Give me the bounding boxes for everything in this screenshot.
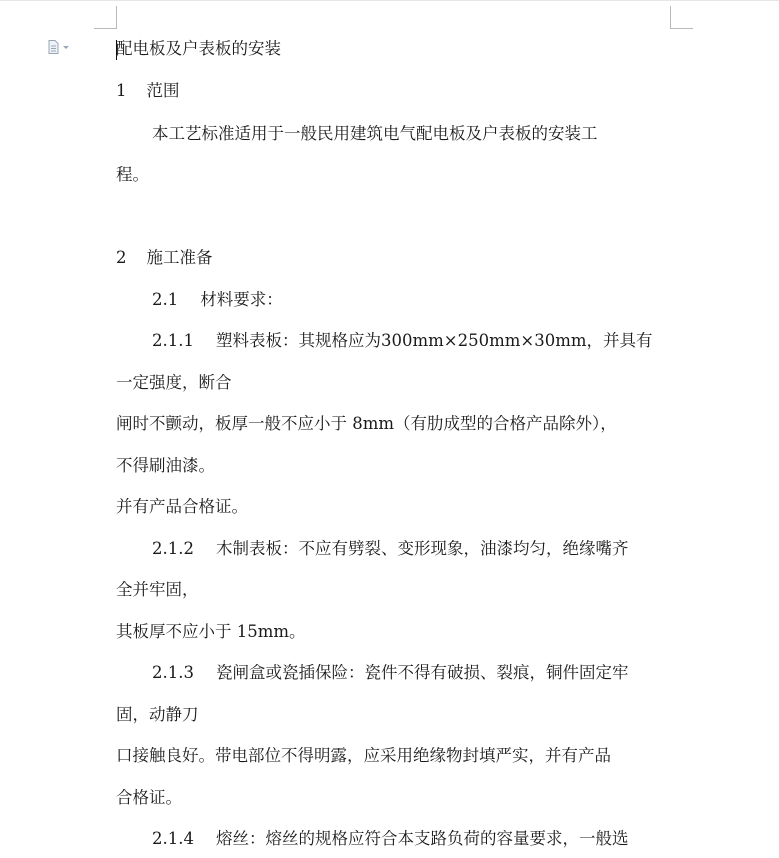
paragraph-line: 固，动静刀 xyxy=(116,705,199,724)
paragraph-line: 闸时不颤动，板厚一般不应小于 8mm（有肋成型的合格产品除外）， xyxy=(116,414,617,433)
margin-corner-top-right xyxy=(670,6,693,29)
section-number: 1 xyxy=(116,81,127,100)
section-1-heading xyxy=(116,81,180,101)
section-number: 2.1.1 xyxy=(152,331,194,350)
subsection-2-1-1-line xyxy=(152,331,653,351)
document-icon xyxy=(47,40,73,54)
paragraph-line: 其板厚不应小于 15mm。 xyxy=(116,622,306,641)
paragraph-text: 塑料表板：其规格应为300mm×250mm×30mm，并具有 xyxy=(215,331,653,350)
paragraph-line: 程。 xyxy=(116,165,149,184)
section-number: 2 xyxy=(116,248,127,267)
subsection-2-1-heading xyxy=(152,290,283,310)
paragraph-line: 不得刷油漆。 xyxy=(116,456,215,475)
section-heading-text: 施工准备 xyxy=(146,248,213,267)
paragraph-text: 木制表板：不应有劈裂、变形现象，油漆均匀，绝缘嘴齐 xyxy=(215,539,629,558)
section-number: 2.1.3 xyxy=(152,663,194,682)
subsection-2-1-2-line xyxy=(152,539,628,559)
chevron-down-icon xyxy=(63,46,69,49)
paragraph-line: 口接触良好。带电部位不得明露，应采用绝缘物封填严实，并有产品 xyxy=(116,746,611,765)
paragraph-text: 瓷闸盒或瓷插保险：瓷件不得有破损、裂痕，铜件固定牢 xyxy=(215,663,629,682)
paragraph-line: 全并牢固， xyxy=(116,580,199,599)
section-2-heading xyxy=(116,248,213,268)
subsection-2-1-3-line xyxy=(152,663,628,683)
paragraph-options-icon[interactable] xyxy=(47,40,73,54)
section-heading-text: 材料要求： xyxy=(200,290,283,309)
section-number: 2.1.2 xyxy=(152,539,194,558)
paragraph-text: 熔丝：熔丝的规格应符合本支路负荷的容量要求，一般选 xyxy=(215,829,629,848)
section-number: 2.1.4 xyxy=(152,829,194,848)
margin-corner-top-left xyxy=(94,6,117,29)
paragraph-line: 本工艺标准适用于一般民用建筑电气配电板及户表板的安装工 xyxy=(152,124,598,143)
document-title: 配电板及户表板的安装 xyxy=(116,39,281,58)
section-heading-text: 范围 xyxy=(146,81,180,100)
paragraph-line: 并有产品合格证。 xyxy=(116,497,248,516)
page-top-edge xyxy=(0,0,779,1)
section-number: 2.1 xyxy=(152,290,179,309)
paragraph-line: 一定强度，断合 xyxy=(116,373,232,392)
subsection-2-1-4-line xyxy=(152,829,628,849)
paragraph-line: 合格证。 xyxy=(116,788,182,807)
